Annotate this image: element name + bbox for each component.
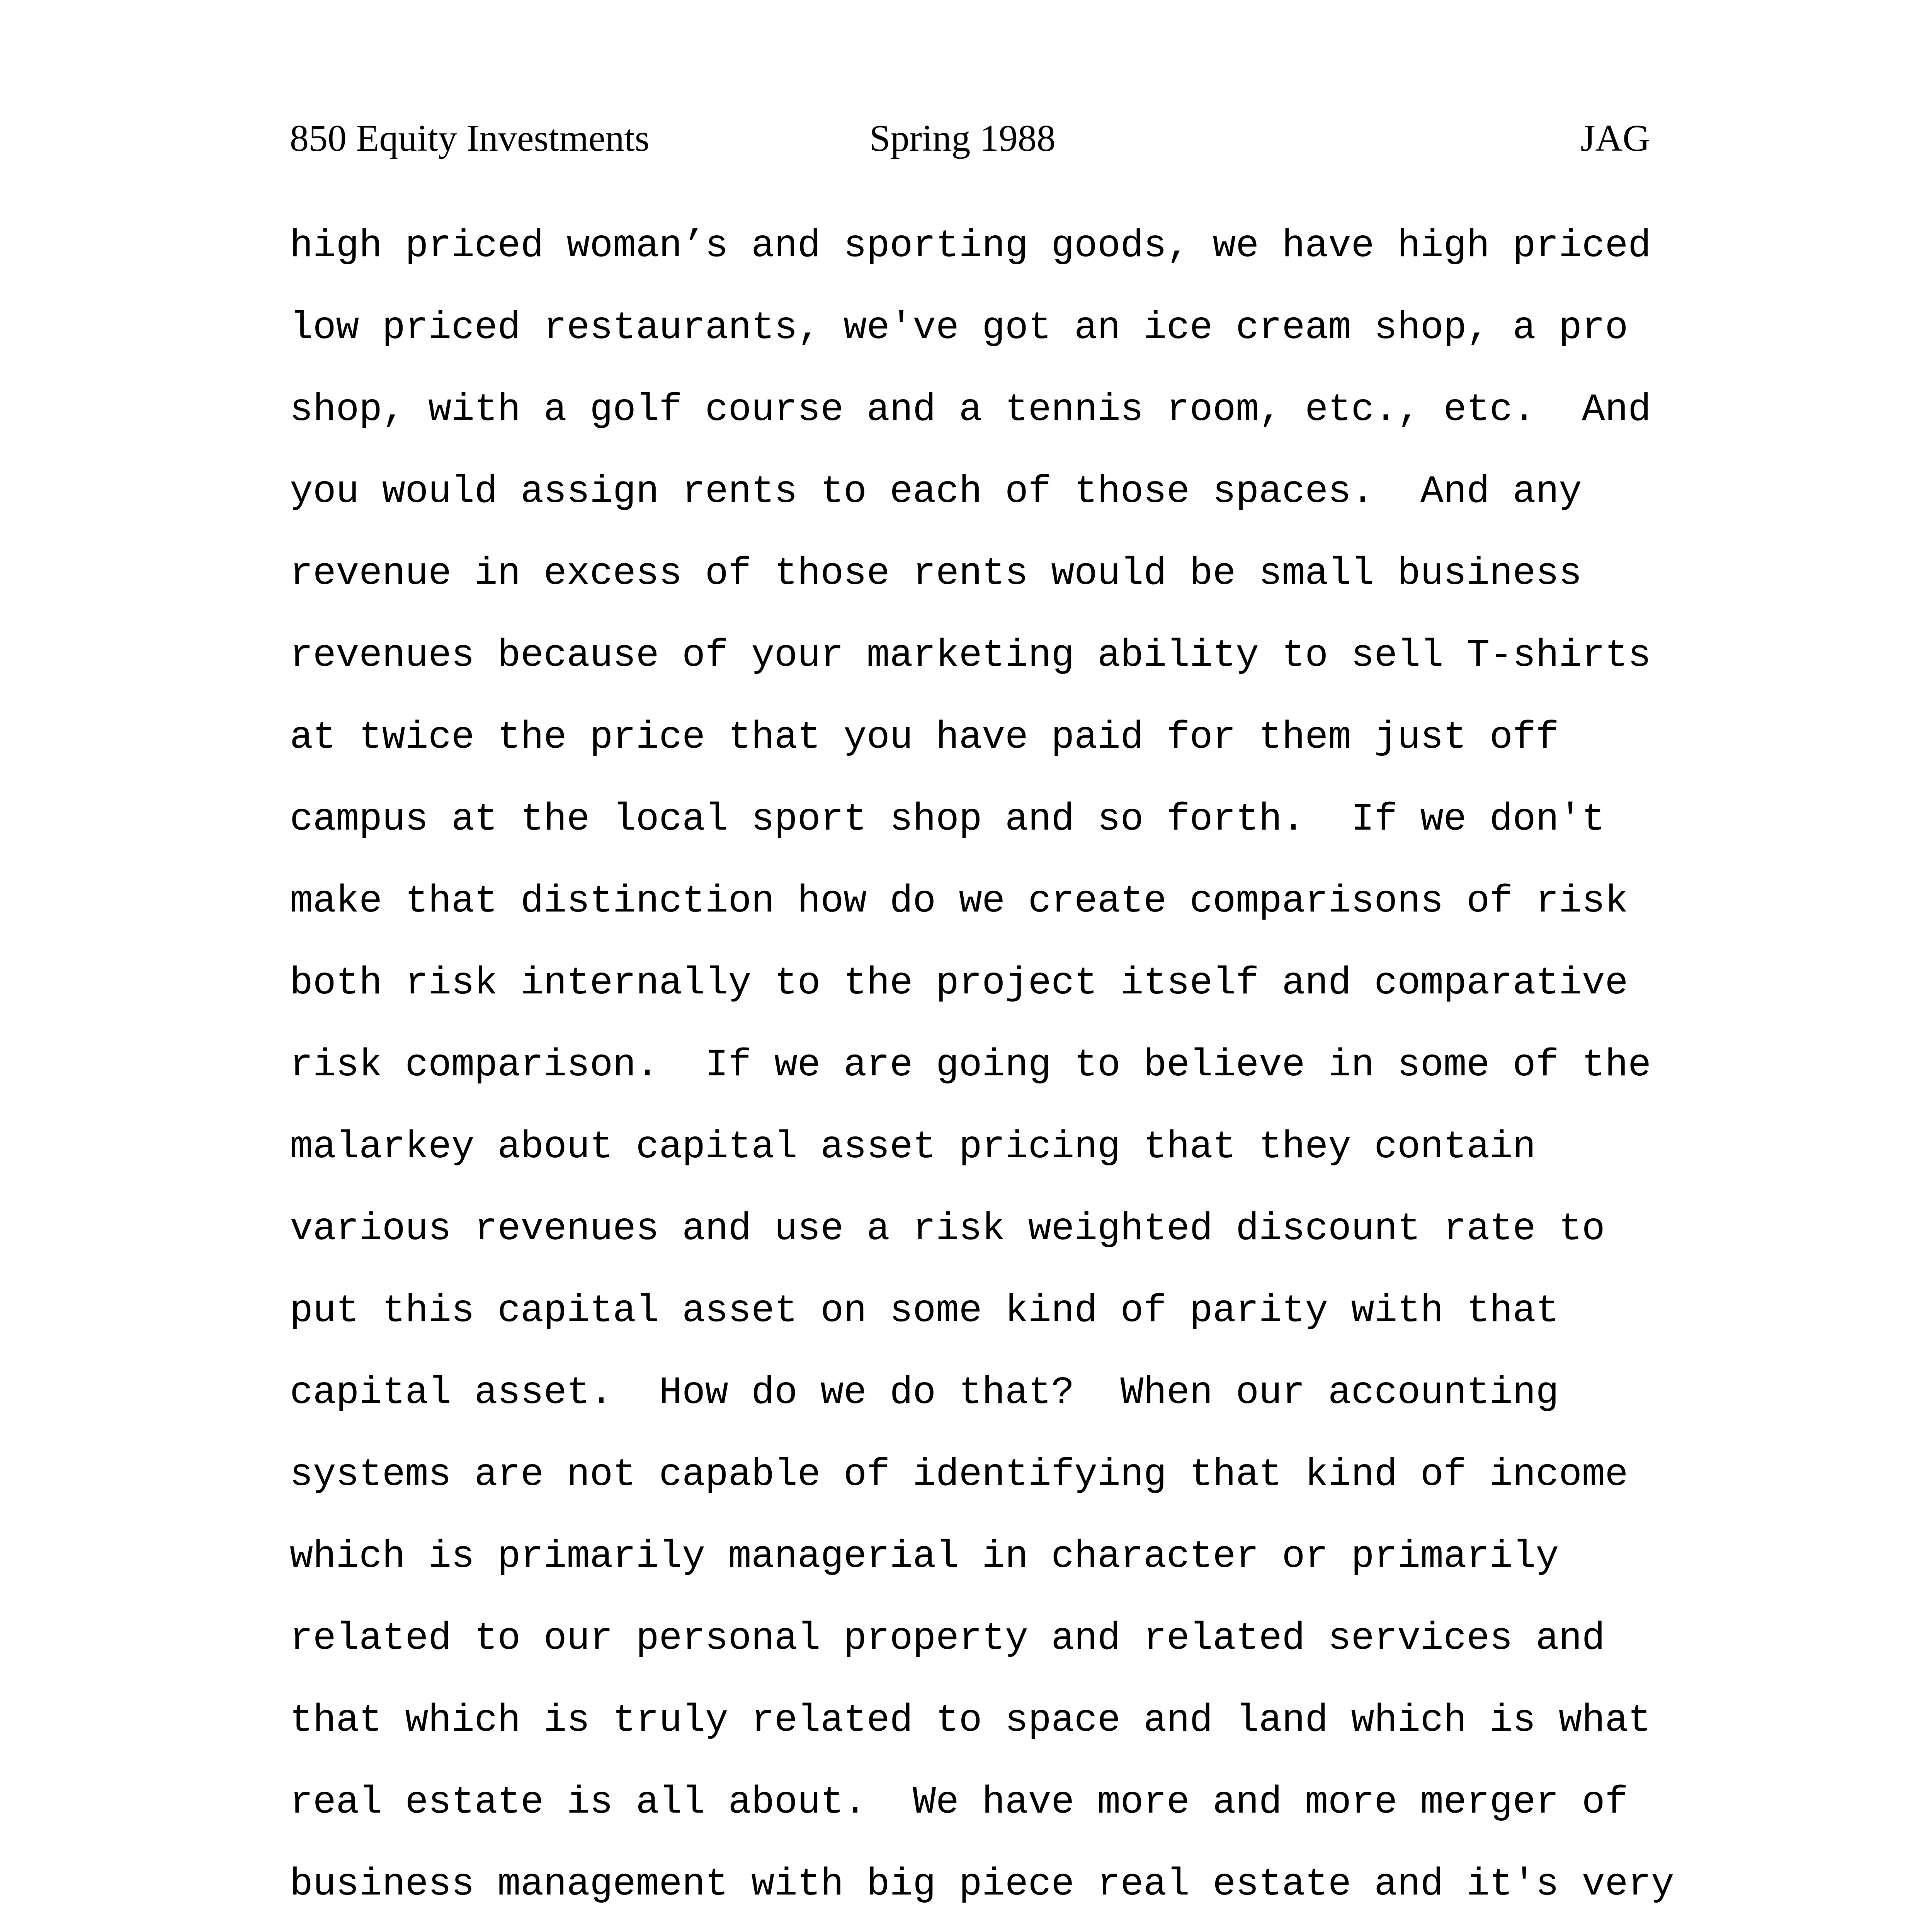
text-line: revenue in excess of those rents would be small business <box>290 552 1582 596</box>
text-line: systems are not capable of identifying that kind of income <box>290 1453 1628 1497</box>
text-line: real estate is all about. We have more and more merger of <box>290 1781 1628 1825</box>
text-line: malarkey about capital asset pricing that they contain <box>290 1126 1536 1169</box>
text-line: high priced woman’s and sporting goods, we have high priced <box>290 224 1651 268</box>
text-line: which is primarily managerial in character or primarily <box>290 1535 1559 1579</box>
page-header <box>290 111 1650 165</box>
header-course-title: 850 Equity Investments <box>290 117 650 159</box>
text-line: campus at the local sport shop and so forth. If we don't <box>290 798 1605 842</box>
text-line: risk comparison. If we are going to believe in some of the <box>290 1044 1651 1087</box>
header-term: Spring 1988 <box>869 117 1056 159</box>
transcript-body <box>290 219 1797 1932</box>
text-line: related to our personal property and related services and <box>290 1617 1605 1661</box>
text-line: both risk internally to the project itself and comparative <box>290 962 1628 1005</box>
text-line: various revenues and use a risk weighted discount rate to <box>290 1208 1605 1251</box>
text-line: you would assign rents to each of those spaces. And any <box>290 470 1582 514</box>
text-line: at twice the price that you have paid for them just off <box>290 716 1559 760</box>
text-line: that which is truly related to space and land which is what <box>290 1699 1651 1743</box>
text-line: capital asset. How do we do that? When our accounting <box>290 1371 1559 1415</box>
header-initials: JAG <box>1580 117 1650 159</box>
text-line: make that distinction how do we create comparisons of risk <box>290 880 1628 923</box>
text-line: low priced restaurants, we've got an ice cream shop, a pro <box>290 306 1628 350</box>
text-line: shop, with a golf course and a tennis room, etc., etc. And <box>290 388 1651 432</box>
text-line: revenues because of your marketing ability to sell T-shirts <box>290 634 1651 678</box>
text-line: put this capital asset on some kind of parity with that <box>290 1289 1559 1333</box>
text-line: business management with big piece real estate and it's very <box>290 1863 1674 1906</box>
